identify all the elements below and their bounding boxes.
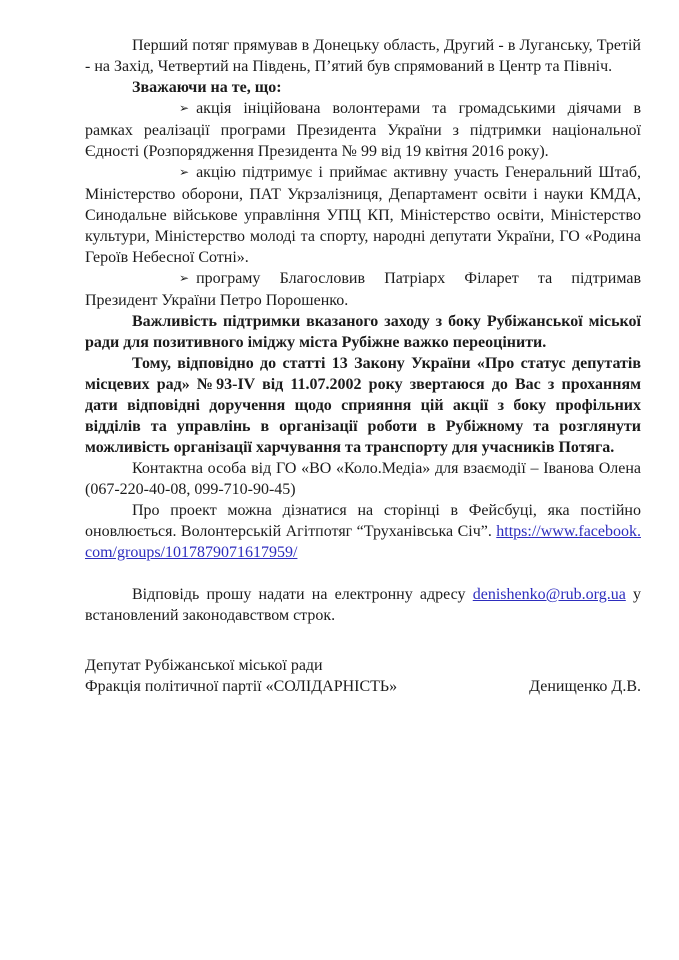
arrow-bullet-icon: ➢ — [179, 271, 190, 285]
paragraph-facebook — [85, 500, 641, 563]
paragraph-contact: Контактна особа від ГО «ВО «Коло.Медіа» для взаємодії – Іванова Олена (067-220-40-08, 099-710-90-45) — [85, 460, 641, 498]
response-text-before: Відповідь прошу надати на електронну адресу — [132, 586, 473, 603]
bullet-text: акція ініційована волонтерами та громадськими діячами в рамках реалізації програми Президента України з підтримки національної Єдності (Розпорядження Президента № 99 від 19 квітня 2016 року). — [85, 100, 641, 160]
bullet-item-initiative — [85, 98, 641, 162]
facebook-group-link[interactable]: https://www.facebook.com/groups/1017879071617959/ — [85, 523, 641, 561]
bullet-item-supporters — [85, 162, 641, 268]
signature-position: Депутат Рубіжанської міської ради — [85, 657, 323, 674]
arrow-bullet-icon: ➢ — [179, 165, 190, 179]
signature-faction: Фракція політичної партії «СОЛІДАРНІСТЬ» — [85, 678, 398, 695]
signature-name: Денищенко Д.В. — [529, 678, 641, 695]
email-link[interactable]: denishenko@rub.org.ua — [472, 586, 626, 603]
paragraph-trains: Перший потяг прямував в Донецьку область, Другий - в Луганську, Третій - на Захід, Четвертий на Південь, П’ятий був спрямований в Центр та Північ. — [85, 37, 641, 75]
facebook-paragraph-text: Про проект можна дізнатися на сторінці в Фейсбуці, яка постійно оновлюється. Волонтерській Агітпотяг “Труханівська Січ”. — [85, 502, 641, 540]
arrow-bullet-icon: ➢ — [179, 101, 190, 115]
response-text-after: у встановлений законодавством строк. — [85, 586, 642, 624]
heading-considering: Зважаючи на те, що: — [132, 79, 282, 96]
paragraph-importance: Важливість підтримки вказаного заходу з боку Рубіжанської міської ради для позитивного іміджу міста Рубіжне важко переоцінити. — [85, 313, 641, 351]
signature-row — [85, 676, 641, 697]
paragraph-response — [85, 584, 641, 626]
bullet-item-blessing — [85, 268, 641, 311]
paragraph-request: Тому, відповідно до статті 13 Закону України «Про статус депутатів місцевих рад» №93-IV від 11.07.2002 року звертаюся до Вас з проханням дати відповідні доручення щодо сприяння цій акції з боку профільних відділів та управлінь в організації роботи в Рубіжному та розглянути можливість організації харчування та транспорту для учасників Потяга. — [85, 355, 641, 456]
signature-block — [85, 655, 641, 697]
bullet-text: акцію підтримує і приймає активну участь Генеральний Штаб, Міністерство оборони, ПАТ Укрзалізниця, Департамент освіти і науки КМДА, Синодальне військове управління УПЦ КП, Міністерство освіти, Міністерство культури, Міністерство молоді та спорту, народні депутати України, ГО «Родина Героїв Небесної Сотні». — [85, 164, 641, 266]
bullet-text: програму Благословив Патріарх Філарет та підтримав Президент України Петро Порошенко. — [85, 270, 641, 309]
